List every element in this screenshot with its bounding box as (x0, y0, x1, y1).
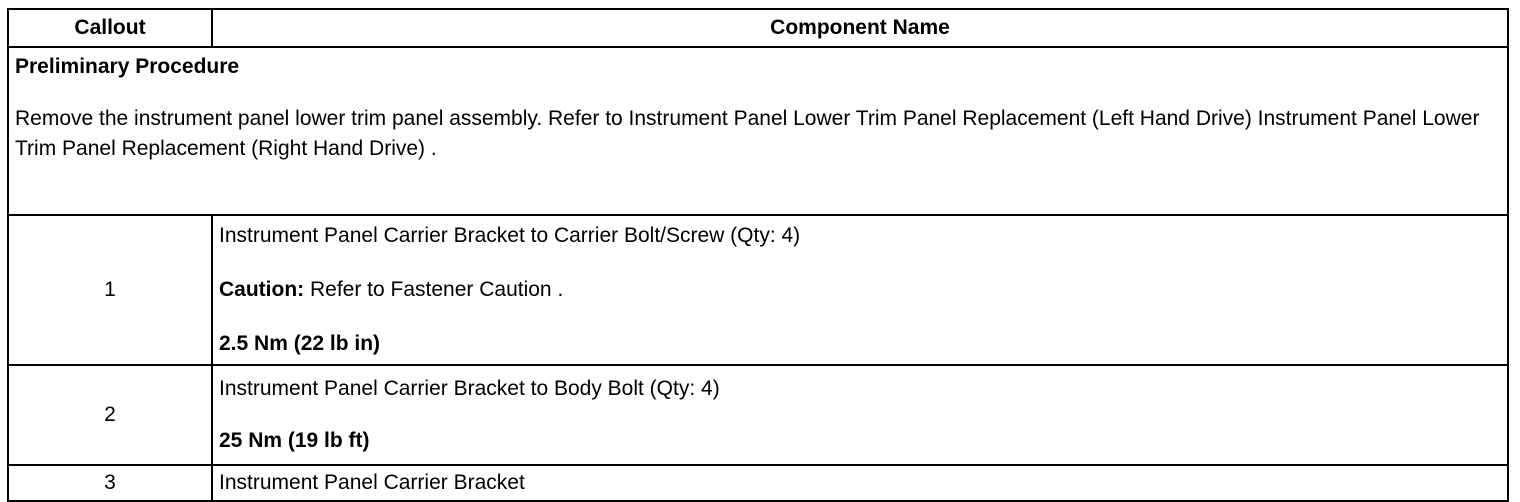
preliminary-title: Preliminary Procedure (15, 55, 240, 78)
preliminary-cell (8, 47, 1508, 215)
caution-note (219, 277, 1501, 303)
component-table (7, 8, 1509, 502)
torque-spec: 2.5 Nm (22 lb in) (219, 332, 381, 355)
table-row (8, 365, 1508, 465)
callout-cell: 2 (8, 365, 212, 465)
caution-label: Caution: (219, 278, 305, 301)
component-cell (212, 215, 1508, 365)
preliminary-row (8, 47, 1508, 215)
caution-text: Refer to Fastener Caution . (304, 278, 564, 301)
component-cell (212, 465, 1508, 501)
callout-cell: 1 (8, 215, 212, 365)
callout-cell: 3 (8, 465, 212, 501)
table-row (8, 465, 1508, 501)
torque-spec: 25 Nm (19 lb ft) (219, 429, 370, 452)
header-callout: Callout (8, 9, 212, 47)
component-cell (212, 365, 1508, 465)
procedure-table-container (7, 8, 1507, 502)
table-row (8, 215, 1508, 365)
table-header-row (8, 9, 1508, 47)
component-name: Instrument Panel Carrier Bracket (219, 471, 525, 494)
header-component-name: Component Name (212, 9, 1508, 47)
component-name: Instrument Panel Carrier Bracket to Body Bolt (Qty: 4) (219, 377, 720, 400)
component-name: Instrument Panel Carrier Bracket to Carrier Bolt/Screw (Qty: 4) (219, 224, 801, 247)
preliminary-text: Remove the instrument panel lower trim panel assembly. Refer to Instrument Panel Lower Trim Panel Replacement (Left Hand Drive) Instrument Panel Lower Trim Panel Replacement (Right Hand Drive) . (15, 107, 1480, 160)
